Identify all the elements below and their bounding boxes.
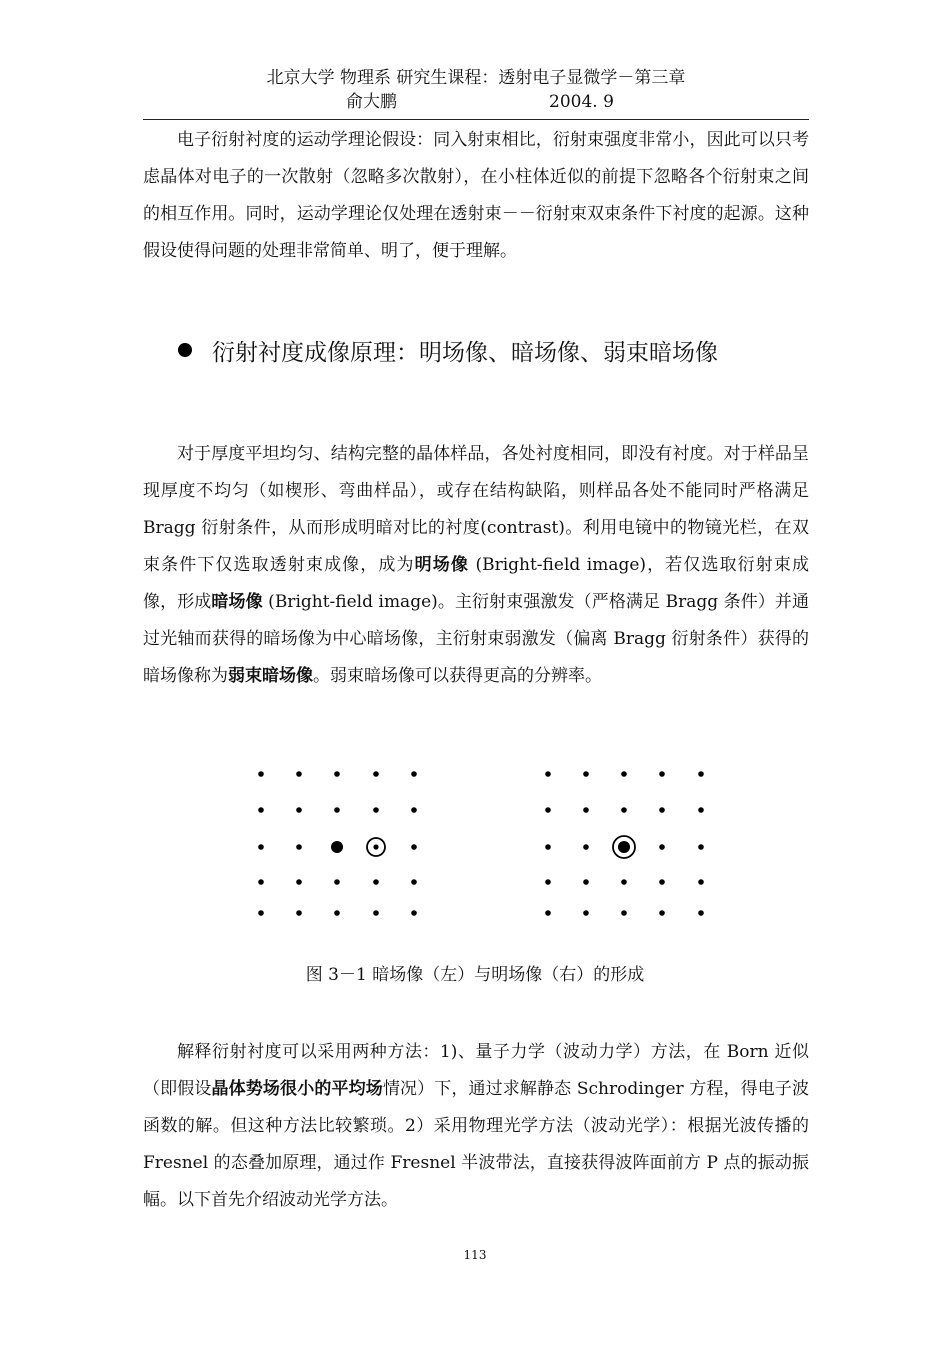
- header-date: 2004. 9: [549, 92, 614, 112]
- diffraction-spot: [583, 910, 589, 916]
- header-course-title: 北京大学 物理系 研究生课程：透射电子显微学－第三章: [266, 68, 686, 88]
- diffraction-spot: [698, 807, 704, 813]
- diffraction-spot: [411, 910, 417, 916]
- term-dark-field: 暗场像: [211, 592, 263, 612]
- paragraph-methods: [143, 1034, 809, 1219]
- page-header: [143, 66, 809, 114]
- diffraction-spot: [296, 771, 302, 777]
- diffraction-spot: [545, 879, 551, 885]
- figure-caption: 图 3－1 暗场像（左）与明场像（右）的形成: [305, 965, 645, 985]
- diffraction-spot: [545, 910, 551, 916]
- diffraction-spot: [411, 807, 417, 813]
- diffraction-spot: [296, 879, 302, 885]
- diffraction-spot: [258, 910, 264, 916]
- diffraction-spot: [334, 879, 340, 885]
- diffraction-spot: [659, 807, 665, 813]
- diffraction-spot: [296, 807, 302, 813]
- diffraction-spot: [659, 879, 665, 885]
- section-heading: [178, 336, 718, 370]
- diffraction-spot: [373, 807, 379, 813]
- para3-text-1: 解释衍射衬度可以采用两种方法：1)、量子力学（波动力学）方法，在 Born 近似（即假设: [143, 1042, 809, 1099]
- diffraction-spot: [334, 807, 340, 813]
- diffraction-spot: [545, 771, 551, 777]
- para2-text-1: 对于厚度平坦均匀、结构完整的晶体样品，各处衬度相同，即没有衬度。对于样品呈现厚度不均匀（如楔形、弯曲样品），或存在结构缺陷，则样品各处不能同时严格满足 Bragg 衍射条件，从而形成明暗对比的衬度(contrast)。利用电镜中的物镜光栏，在双束条件下仅选取透射束成像，成为: [143, 444, 809, 575]
- diffraction-spot: [545, 844, 551, 850]
- diffraction-spot: [296, 844, 302, 850]
- header-rule: [143, 119, 809, 120]
- diffraction-spot: [698, 771, 704, 777]
- diffraction-spot: [583, 771, 589, 777]
- dark-field-pattern: [258, 771, 417, 916]
- header-author: 俞大鹏: [346, 92, 397, 112]
- bright-field-pattern: [545, 771, 704, 916]
- strong-diffracted-spot: [331, 841, 343, 853]
- diffraction-spot: [334, 910, 340, 916]
- bullet-icon: [178, 343, 192, 357]
- diffraction-spot: [698, 910, 704, 916]
- diffraction-spot: [258, 771, 264, 777]
- section-heading-text: 衍射衬度成像原理：明场像、暗场像、弱束暗场像: [212, 340, 718, 366]
- term-bright-field: 明场像: [414, 555, 469, 575]
- diffraction-spot: [659, 910, 665, 916]
- diffraction-spot: [258, 844, 264, 850]
- page-number: 113: [463, 1248, 487, 1262]
- diffraction-spot: [698, 844, 704, 850]
- paragraph-contrast-imaging: [143, 436, 809, 695]
- diffraction-spot: [296, 910, 302, 916]
- para2-text-3: (Bright-field image)。主衍射束强激发（严格满足 Bragg 条件）并通过光轴而获得的暗场像为中心暗场像，主衍射束弱激发（偏离 Bragg 衍射条件）获得的暗场像称为: [143, 592, 810, 686]
- transmitted-spot: [618, 841, 630, 853]
- diffraction-spot: [373, 879, 379, 885]
- para3-text-2: 情况）下，通过求解静态 Schrodinger 方程，得电子波函数的解。但这种方法比较繁琐。2）采用物理光学方法（波动光学）：根据光波传播的 Fresnel 的态叠加原理，通过作 Fresnel 半波带法，直接获得波阵面前方 P 点的振动振幅。以下首先介绍波动光学方法。: [143, 1079, 809, 1210]
- diffraction-spot: [583, 879, 589, 885]
- diffraction-spot: [411, 879, 417, 885]
- para2-text-4: 。弱束暗场像可以获得更高的分辨率。: [313, 666, 602, 686]
- diffraction-spot: [583, 807, 589, 813]
- paragraph-kinematic-assumptions: 电子衍射衬度的运动学理论假设：同入射束相比，衍射束强度非常小，因此可以只考虑晶体对电子的一次散射（忽略多次散射），在小柱体近似的前提下忽略各个衍射束之间的相互作用。同时，运动学理论仅处理在透射束－－衍射束双束条件下衬度的起源。这种假设使得问题的处理非常简单、明了，便于理解。: [143, 130, 809, 261]
- diffraction-spot: [373, 771, 379, 777]
- diffraction-spot: [545, 807, 551, 813]
- para2-text-2: (Bright-field image)，若仅选取衍射束成像，形成: [143, 555, 810, 612]
- diffraction-spot: [334, 771, 340, 777]
- diffraction-spot: [698, 879, 704, 885]
- diffraction-pattern-figure: [0, 750, 950, 940]
- diffraction-spot: [411, 771, 417, 777]
- diffraction-spot: [659, 771, 665, 777]
- diffraction-spot: [258, 807, 264, 813]
- diffraction-spot: [621, 879, 627, 885]
- diffraction-spot: [621, 771, 627, 777]
- term-weak-beam-dark-field: 弱束暗场像: [228, 666, 313, 686]
- diffraction-spot: [621, 910, 627, 916]
- diffraction-spot: [258, 879, 264, 885]
- diffraction-spot: [373, 910, 379, 916]
- diffraction-spot: [621, 807, 627, 813]
- term-weak-mean-field: 晶体势场很小的平均场: [211, 1079, 383, 1099]
- diffraction-spot: [583, 844, 589, 850]
- transmitted-spot: [373, 844, 378, 849]
- diffraction-spot: [659, 844, 665, 850]
- diffraction-spot: [411, 844, 417, 850]
